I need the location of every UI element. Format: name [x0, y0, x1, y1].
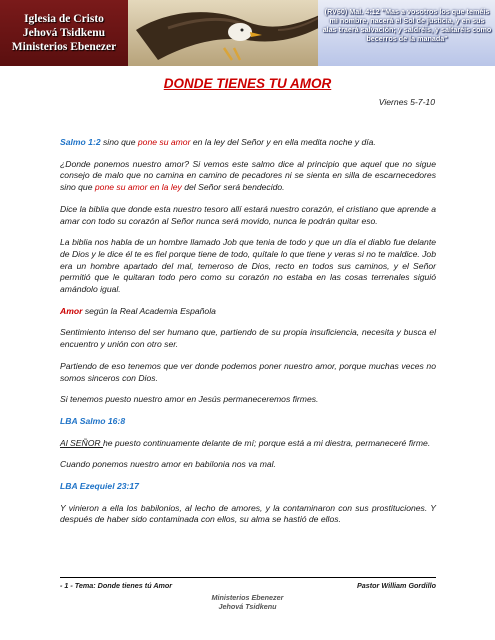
paragraph: [60, 306, 436, 318]
text-span: del Señor será bendecido.: [181, 182, 285, 193]
text-span: según la Real Academia Española: [82, 305, 216, 316]
paragraph: Y vinieron a ella los babilonios, al lecho de amores, y la contaminaron con sus prostituciones. Y después de haber sido contaminada con ellos, su alma se hastió de ellos.: [60, 502, 436, 525]
paragraph: [60, 137, 436, 149]
footer-ministry: [0, 593, 495, 611]
footer-author: Pastor William Gordillo: [356, 581, 436, 590]
paragraph: Dice la biblia que donde esta nuestro tesoro allí estará nuestro corazón, el cristiano que aprende a amar con todo su corazón al Señor nunca será movido, nunca le podrán quitar eso.: [60, 203, 436, 226]
document-title: DONDE TIENES TU AMOR: [163, 76, 332, 91]
church-name-block: [0, 0, 130, 66]
underlined-text: Al SEÑOR: [60, 437, 103, 448]
footer-ministry-line-2: Jehová Tsidkenu: [218, 602, 277, 611]
text-span: ¿Donde ponemos nuestro amor? Si vemos este salmo dice al principio que aquel que no sigue consejo de malo que no camina en camino de pecadores ni se sienta en silla de escarnecedores sino que: [60, 158, 436, 193]
footer-ministry-line-1: Ministerios Ebenezer: [211, 593, 284, 602]
highlight-text: pone su amor en la ley: [94, 182, 182, 193]
paragraph: [60, 159, 436, 194]
eagle-image: [128, 0, 328, 66]
highlight-word: Amor: [60, 305, 83, 316]
document-date: Viernes 5-7-10: [378, 97, 435, 107]
header-verse-block: [318, 0, 495, 66]
paragraph: Cuando ponemos nuestro amor en babilonia nos va mal.: [60, 459, 276, 470]
paragraph: [60, 438, 436, 450]
paragraph: Sentimiento intenso del ser humano que, partiendo de su propia insuficiencia, necesita y busca el encuentro y unión con otro ser.: [60, 327, 436, 350]
church-name-line-1: Iglesia de Cristo: [24, 13, 104, 25]
paragraph: Si tenemos puesto nuestro amor en Jesús permaneceremos firmes.: [60, 394, 319, 405]
document-body: [60, 137, 436, 536]
church-name-line-2: Jehová Tsidkenu: [22, 27, 106, 39]
footer-divider: [60, 577, 436, 578]
text-span: en la ley del Señor y en ella medita noche y día.: [190, 137, 376, 147]
bible-reference: LBA Ezequiel 23:17: [60, 481, 139, 492]
footer-page-topic: - 1 - Tema: Donde tienes tú Amor: [60, 581, 173, 590]
bible-reference: Salmo 1:2: [60, 137, 101, 147]
highlight-text: pone su amor: [137, 137, 191, 147]
paragraph: Partiendo de eso tenemos que ver donde podemos poner nuestro amor, porque muchas veces no somos sinceros con Dios.: [60, 360, 436, 383]
church-name-line-3: Ministerios Ebenezer: [11, 41, 117, 53]
bible-reference: LBA Salmo 16:8: [60, 415, 126, 426]
text-span: sino que: [100, 137, 138, 147]
paragraph: La biblia nos habla de un hombre llamado Job que tenia de todo y que un día el diablo fue delante de Dios y le dice él te es fiel porque tiene de todo, quítale lo que tiene y veras si no te maldice. Job era un hombre apartado del mal, temeroso de Dios, recto en todos sus caminos, y el Señor permitió que le quitaran todo pero como su corazón no estaba en las cosas terrenales siguió amándolo igual.: [60, 237, 436, 295]
text-span: he puesto continuamente delante de mí; porque está a mi diestra, permaneceré firme.: [102, 437, 431, 448]
header-verse: (RV60) Mal. 4:12 "Mas a vosotros los que teméis mi nombre, nacerá el Sol de justicia, y en sus alas traerá salvación; y saldréis, y saltaréis como becerros de la manada": [322, 7, 492, 43]
header-banner: [0, 0, 495, 66]
